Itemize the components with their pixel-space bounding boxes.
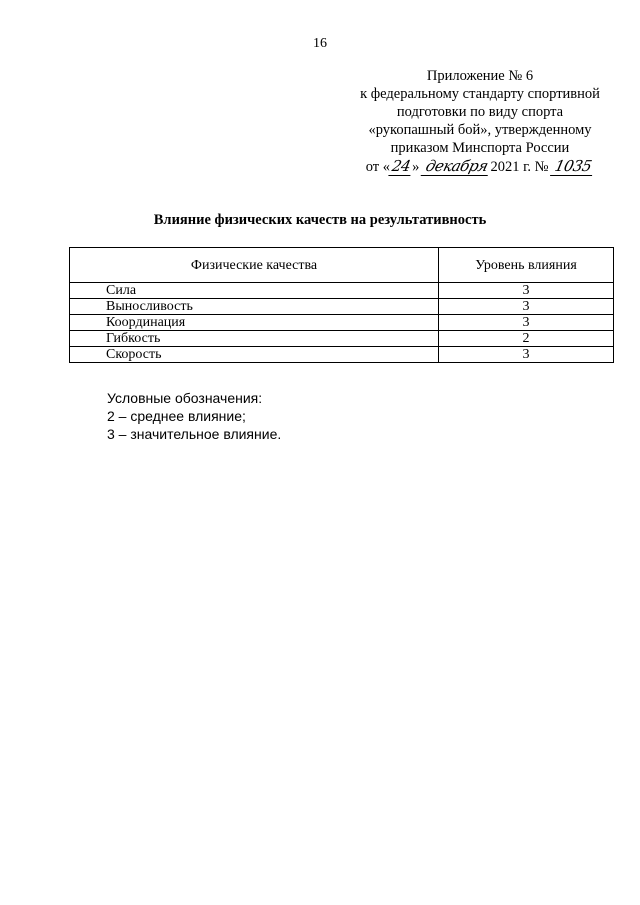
document-title: Влияние физических качеств на результативность [153, 212, 487, 228]
table-row [70, 299, 614, 315]
legend [107, 389, 281, 443]
legend-heading: Условные обозначения: [107, 390, 263, 406]
table-header-row [70, 248, 614, 283]
level-cell: 3 [439, 315, 614, 331]
appendix-line: «рукопашный бой», утвержденному [368, 122, 592, 138]
quality-cell: Скорость [70, 347, 439, 363]
quality-cell: Сила [70, 283, 439, 299]
legend-item: 3 – значительное влияние. [107, 426, 282, 442]
page-number: 16 [313, 36, 327, 51]
level-cell: 2 [439, 331, 614, 347]
level-cell: 3 [439, 283, 614, 299]
appendix-header [345, 67, 615, 176]
appendix-line: к федеральному стандарту спортивной [360, 86, 600, 102]
order-date-line [345, 157, 615, 176]
handwritten-order-number: 1035 [550, 157, 596, 176]
date-prefix: от « [365, 159, 390, 175]
table-row [70, 315, 614, 331]
table-row [70, 331, 614, 347]
level-cell: 3 [439, 299, 614, 315]
date-year: 2021 г. № [490, 159, 549, 175]
quality-cell: Гибкость [70, 331, 439, 347]
appendix-line: подготовки по виду спорта [396, 104, 564, 120]
table-row [70, 283, 614, 299]
appendix-line: приказом Минспорта России [390, 140, 570, 156]
handwritten-month: декабря [421, 157, 493, 176]
table-row [70, 347, 614, 363]
legend-item: 2 – среднее влияние; [107, 408, 246, 424]
date-mid: » [412, 159, 420, 175]
appendix-title: Приложение № 6 [426, 68, 534, 84]
handwritten-day: 24 [388, 157, 413, 176]
header-level: Уровень влияния [439, 248, 614, 283]
quality-cell: Координация [70, 315, 439, 331]
level-cell: 3 [439, 347, 614, 363]
quality-cell: Выносливость [70, 299, 439, 315]
header-quality: Физические качества [70, 248, 439, 283]
qualities-table [69, 247, 614, 363]
